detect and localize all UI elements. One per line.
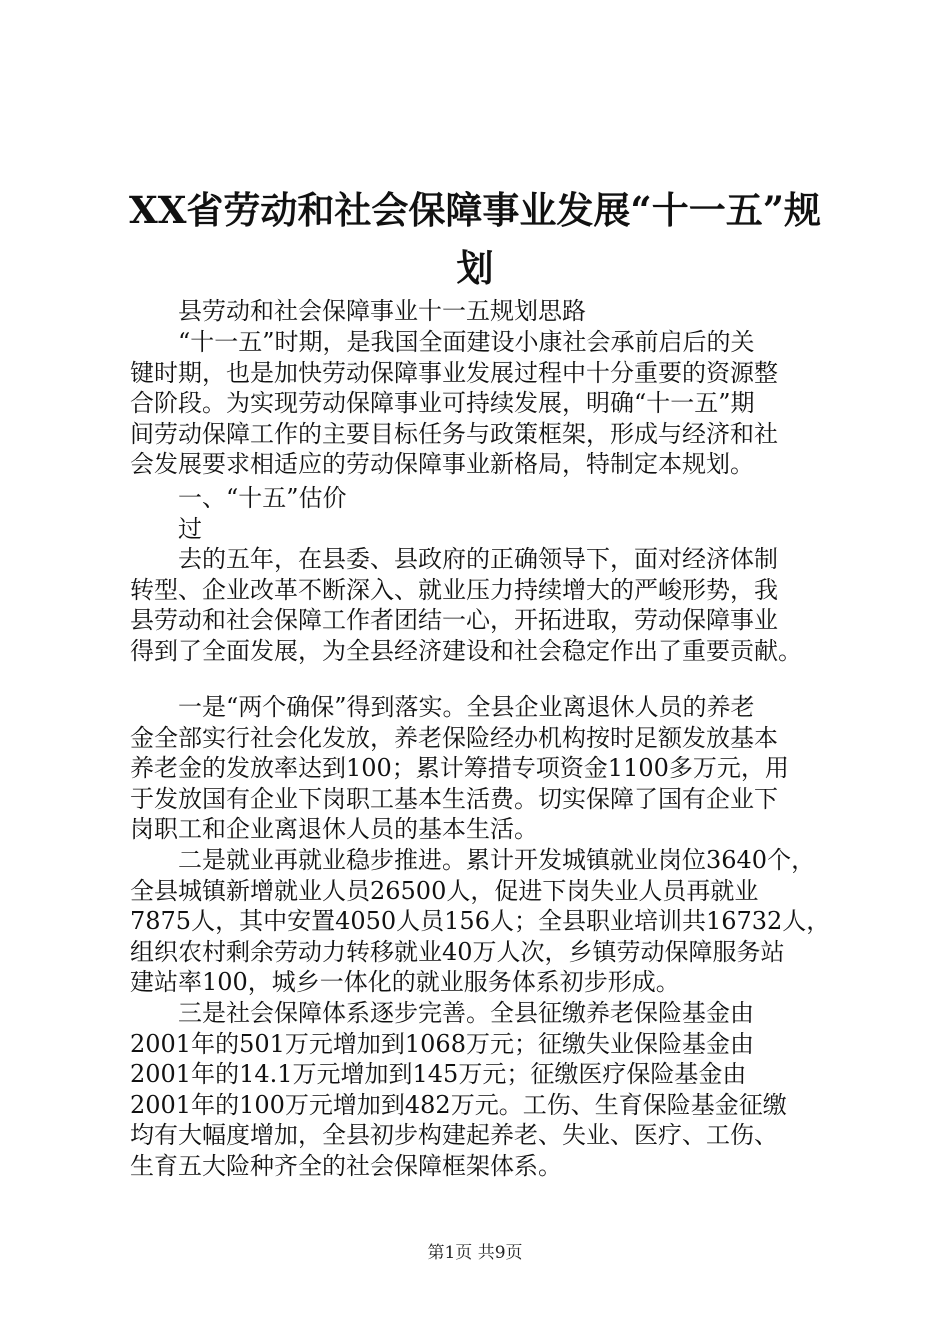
text-line: 二是就业再就业稳步推进。累计开发城镇就业岗位3640个， xyxy=(178,846,816,874)
section-heading xyxy=(130,483,830,544)
text-line: 建站率100，城乡一体化的就业服务体系初步形成。 xyxy=(130,968,680,996)
intro-paragraph xyxy=(130,327,830,480)
text-line: 间劳动保障工作的主要目标任务与政策框架，形成与经济和社 xyxy=(130,419,778,448)
point-two-paragraph xyxy=(130,845,830,998)
text-line: 2001年的501万元增加到1068万元；征缴失业保险基金由 xyxy=(130,1029,754,1058)
page-footer: 第1页 共9页 xyxy=(427,1243,523,1263)
text-line: 转型、企业改革不断深入、就业压力持续增大的严峻形势，我 xyxy=(130,575,778,604)
text-line: 7875人，其中安置4050人员156人；全县职业培训共16732人， xyxy=(130,907,831,935)
text-line: 2001年的100万元增加到482万元。工伤、生育保险基金征缴 xyxy=(130,1090,787,1119)
text-line: 金全部实行社会化发放，养老保险经办机构按时足额发放基本 xyxy=(130,723,778,752)
text-line: 组织农村剩余劳动力转移就业40万人次，乡镇劳动保障服务站 xyxy=(130,937,785,966)
document-title-line-2: 划 xyxy=(456,246,494,290)
text-line: 均有大幅度增加，全县初步构建起养老、失业、医疗、工伤、 xyxy=(130,1121,778,1149)
text-line: 县劳动和社会保障工作者团结一心，开拓进取，劳动保障事业 xyxy=(130,606,778,634)
text-line: 生育五大险种齐全的社会保障框架体系。 xyxy=(130,1151,562,1180)
point-three-paragraph xyxy=(130,998,830,1181)
text-line: 于发放国有企业下岗职工基本生活费。切实保障了国有企业下 xyxy=(130,784,778,813)
subheading xyxy=(130,296,830,327)
text-line: 会发展要求相适应的劳动保障事业新格局，特制定本规划。 xyxy=(130,450,754,478)
text-line: 合阶段。为实现劳动保障事业可持续发展，明确“十一五”期 xyxy=(130,389,755,417)
text-line: 得到了全面发展，为全县经济建设和社会稳定作出了重要贡献。 xyxy=(130,636,802,665)
text-line: 一、“十五”估价 xyxy=(178,484,347,512)
text-line: 键时期，也是加快劳动保障事业发展过程中十分重要的资源整 xyxy=(130,358,778,387)
text-line: 三是社会保障体系逐步完善。全县征缴养老保险基金由 xyxy=(178,999,754,1027)
text-line: 岗职工和企业离退休人员的基本生活。 xyxy=(130,815,538,843)
text-line: “十一五”时期，是我国全面建设小康社会承前启后的关 xyxy=(178,328,755,356)
text-line: 2001年的14.1万元增加到145万元；征缴医疗保险基金由 xyxy=(130,1060,747,1088)
text-line: 养老金的发放率达到100；累计筹措专项资金1100多万元，用 xyxy=(130,754,789,782)
text-line: 过 xyxy=(178,514,202,543)
review-paragraph xyxy=(130,544,830,666)
text-line: 全县城镇新增就业人员26500人，促进下岗失业人员再就业 xyxy=(130,876,759,905)
document-title-line-1: XX省劳动和社会保障事业发展“十一五”规 xyxy=(129,188,821,232)
text-line: 一是“两个确保”得到落实。全县企业离退休人员的养老 xyxy=(178,693,755,721)
text-line: 县劳动和社会保障事业十一五规划思路 xyxy=(178,297,586,325)
point-one-paragraph xyxy=(130,692,830,845)
text-line: 去的五年，在县委、县政府的正确领导下，面对经济体制 xyxy=(178,545,778,573)
